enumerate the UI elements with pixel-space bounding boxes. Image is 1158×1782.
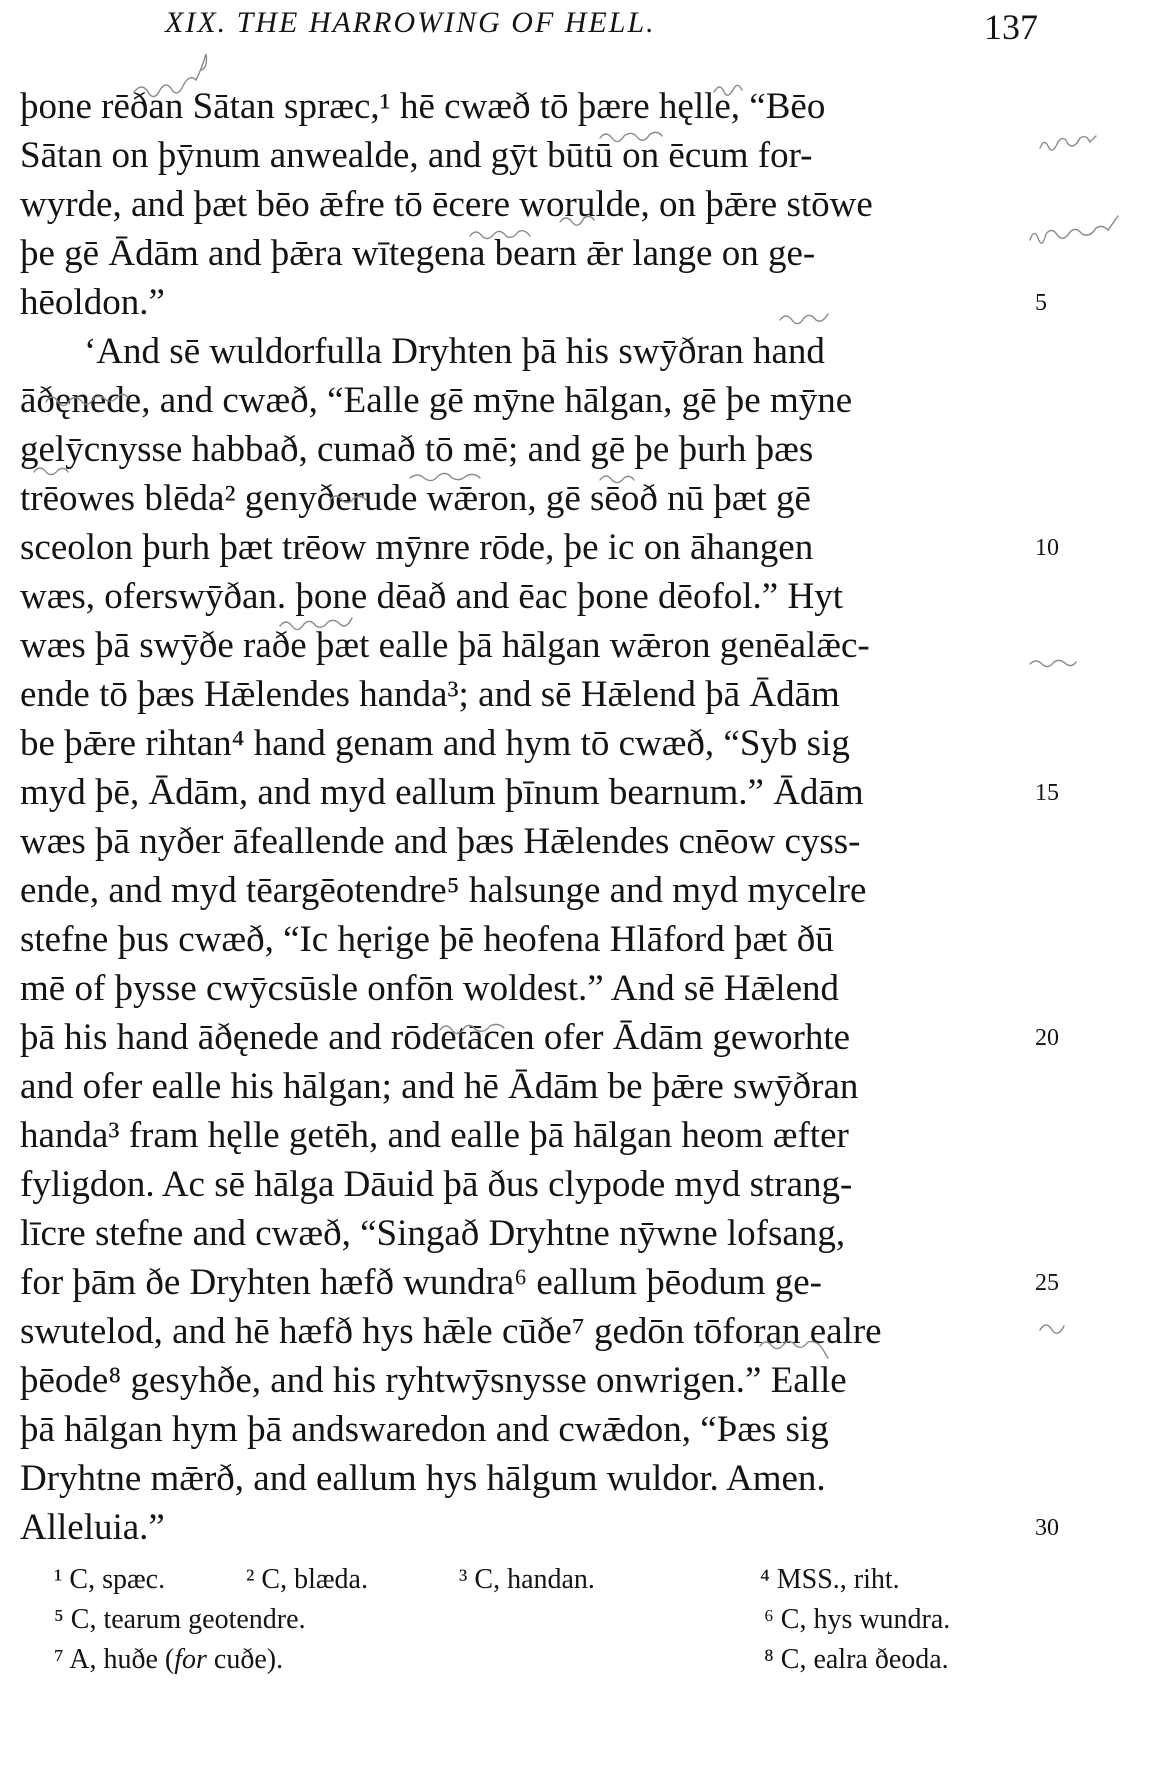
footnote-7-for: for [174, 1644, 207, 1675]
line-number: 10 [1035, 535, 1059, 561]
text-line: Alleluia.” [20, 1507, 165, 1548]
footnote-8: ⁸ C, ealra ðeoda. [764, 1644, 949, 1675]
footnote-2: ² C, blæda. [246, 1564, 368, 1595]
text-line: wyrde, and þæt bēo ǣfre tō ēcere worulde, on þǣre stōwe [20, 184, 873, 225]
text-line: līcre stefne and cwæð, “Singað Dryhtne nȳwne lofsang, [20, 1213, 846, 1254]
text-line: and ofer ealle his hālgan; and hē Ādām be þǣre swȳðran [20, 1066, 859, 1107]
text-line: þā hālgan hym þā andswaredon and cwǣdon, “Þæs sig [20, 1409, 829, 1450]
footnote-7-prefix: ⁷ A, huðe ( [54, 1644, 175, 1675]
footnote-row [54, 1640, 1054, 1680]
handwritten-note-margin-mark [1040, 1325, 1064, 1333]
text-line: gelȳcnysse habbað, cumað tō mē; and gē þe þurh þæs [20, 429, 814, 470]
text-line: Sātan on þȳnum anwealde, and gȳt būtū on ēcum for- [20, 135, 813, 176]
footnote-5: ⁵ C, tearum geotendre. [54, 1604, 306, 1635]
line-number: 30 [1035, 1515, 1059, 1541]
line-number: 15 [1035, 780, 1059, 806]
text-line: wæs þā swȳðe raðe þæt ealle þā hālgan wǣron genēalǣc- [20, 625, 870, 666]
text-line: handa³ fram hęlle getēh, and ealle þā hālgan heom æfter [20, 1115, 849, 1156]
running-head [0, 6, 1158, 58]
footnote-6: ⁶ C, hys wundra. [764, 1604, 951, 1635]
footnote-7-suffix: cuðe). [206, 1644, 284, 1675]
text-line: swutelod, and hē hæfð hys hǣle cūðe⁷ gedōn tōforan ealre [20, 1311, 882, 1352]
body-text [20, 82, 1020, 1552]
footnote-4: ⁴ MSS., riht. [760, 1564, 900, 1595]
text-line: for þām ðe Dryhten hæfð wundra⁶ eallum þēodum ge- [20, 1262, 823, 1303]
footnote-row [54, 1600, 1054, 1640]
text-line: stefne þus cwæð, “Ic hęrige þē heofena Hlāford þæt ðū [20, 919, 834, 960]
text-line: ‘And sē wuldorfulla Dryhten þā his swȳðran hand [84, 331, 825, 372]
line-number: 5 [1035, 290, 1047, 316]
text-line: þēode⁸ gesyhðe, and his ryhtwȳsnysse onwrigen.” Ealle [20, 1360, 847, 1401]
page-number: 137 [984, 7, 1038, 47]
line-number: 20 [1035, 1025, 1059, 1051]
text-line: Dryhtne mǣrð, and eallum hys hālgum wuldor. Amen. [20, 1458, 826, 1499]
text-line: ende tō þæs Hǣlendes handa³; and sē Hǣlend þā Ādām [20, 674, 840, 715]
text-line: āðęnede, and cwæð, “Ealle gē mȳne hālgan, gē þe mȳne [20, 380, 853, 421]
footnotes [54, 1560, 1054, 1680]
text-line: þone rēðan Sātan spræc,¹ hē cwæð tō þære hęlle, “Bēo [20, 86, 826, 127]
text-line: wæs, oferswȳðan. þone dēað and ēac þone dēofol.” Hyt [20, 576, 843, 617]
text-line: sceolon þurh þæt trēow mȳnre rōde, þe ic on āhangen [20, 527, 814, 568]
text-line: be þǣre rihtan⁴ hand genam and hym tō cwæð, “Syb sig [20, 723, 850, 764]
handwritten-note-forever [1040, 136, 1096, 150]
line-number: 25 [1035, 1270, 1059, 1296]
text-line: wæs þā nyðer āfeallende and þæs Hǣlendes cnēow cyss- [20, 821, 861, 862]
running-title: XIX. THE HARROWING OF HELL. [165, 6, 656, 39]
text-line: þā his hand āðęnede and rōdetācen ofer Ādām geworhte [20, 1017, 851, 1058]
text-line: ende, and myd tēargēotendre⁵ halsunge and myd mycelre [20, 870, 867, 911]
handwritten-note-forty [1030, 660, 1076, 666]
footnote-1: ¹ C, spæc. [54, 1564, 166, 1595]
text-line: trēowes blēda² genyðerude wǣron, gē sēoð nū þæt gē [20, 478, 811, 519]
text-line: mē of þysse cwȳcsūsle onfōn woldest.” And sē Hǣlend [20, 968, 840, 1009]
text-line: myd þē, Ādām, and myd eallum þīnum bearnum.” Ādām [20, 772, 864, 813]
text-line: hēoldon.” [20, 282, 165, 323]
footnote-7 [54, 1640, 283, 1680]
text-line: fyligdon. Ac sē hālga Dāuid þā ðus clypode myd strang- [20, 1164, 853, 1205]
footnote-row [54, 1560, 1054, 1600]
footnote-3: ³ C, handan. [459, 1564, 595, 1595]
handwritten-note-protected [1030, 216, 1118, 243]
text-line: þe gē Ādām and þǣra wītegena bearn ǣr lange on ge- [20, 233, 816, 274]
